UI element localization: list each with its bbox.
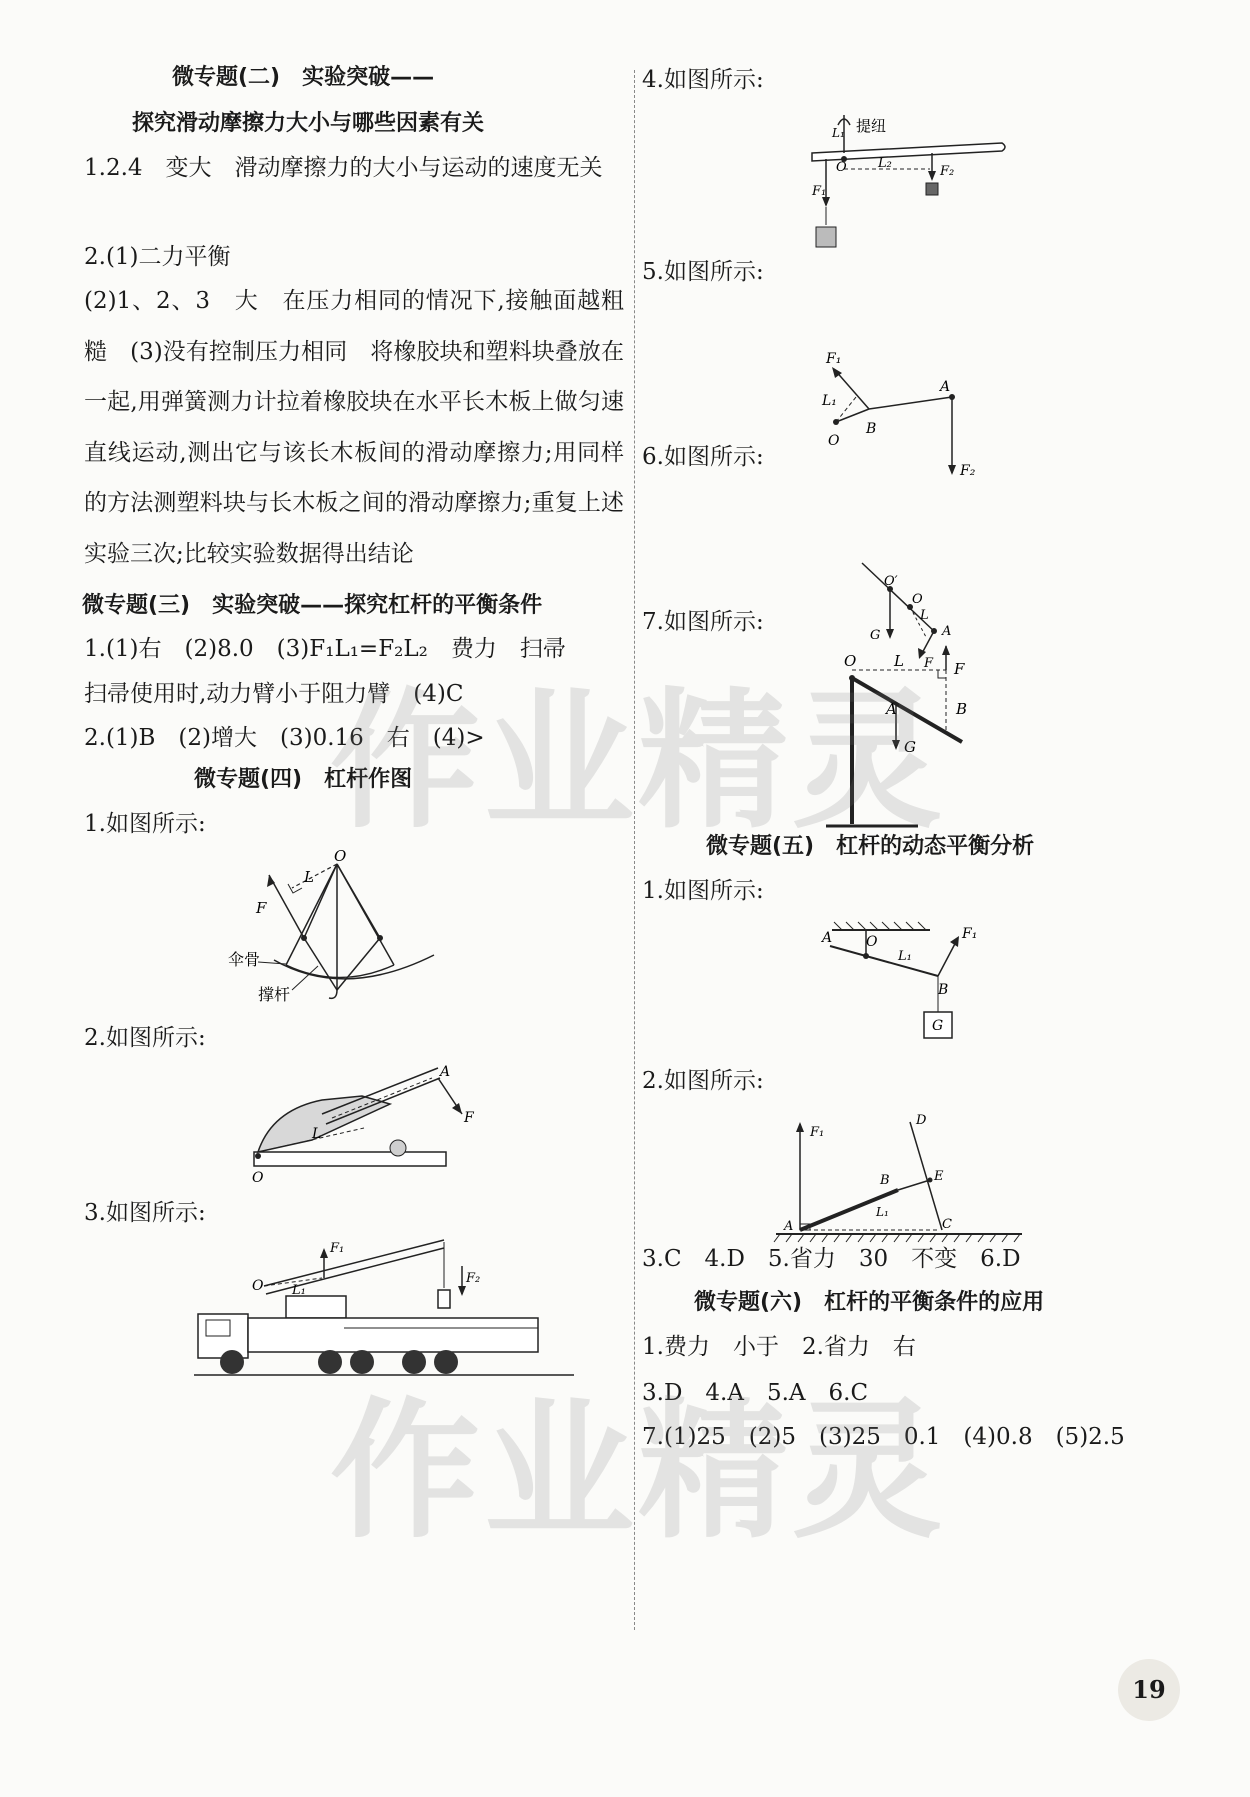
fig9-label-f1: F₁	[810, 1125, 825, 1140]
fig7-label-f: F	[954, 660, 965, 678]
answer-3-1a: 1.(1)右 (2)8.0 (3)F₁L₁=F₂L₂ 费力 扫帚	[84, 636, 566, 662]
fig5-label-l1: L₁	[822, 393, 837, 409]
answer-5-3: 3.C 4.D 5.省力 30 不变 6.D	[642, 1246, 1021, 1272]
figure-lever-5	[822, 345, 1002, 489]
fig6-label-f: F	[924, 656, 934, 671]
answer-4-2: 2.如图所示:	[84, 1025, 206, 1051]
figure-lever-arm	[252, 1064, 492, 1194]
fig4-label-tizu: 提纽	[856, 117, 887, 135]
fig1-label-sangu: 伞骨	[228, 950, 261, 969]
fig2-label-o: O	[252, 1170, 264, 1186]
answer-3-2: 2.(1)B (2)增大 (3)0.16 右 (4)>	[84, 725, 485, 751]
fig5-label-o: O	[828, 433, 840, 449]
answer-6-1: 1.费力 小于 2.省力 右	[642, 1334, 916, 1360]
answer-5-1: 1.如图所示:	[642, 878, 764, 904]
answer-4-5: 5.如图所示:	[642, 259, 764, 285]
fig9-label-d: D	[916, 1113, 927, 1128]
fig1-label-o: O	[334, 847, 347, 865]
section-title-2a: 微专题(二) 实验突破——	[172, 65, 435, 90]
fig4-label-f1: F₁	[812, 184, 827, 199]
fig9-label-b: B	[880, 1173, 890, 1188]
fig4-label-l1: L₁	[832, 126, 845, 140]
page-number: 19	[1118, 1659, 1180, 1721]
fig6-label-l: L	[920, 608, 929, 623]
fig2-label-a: A	[440, 1064, 451, 1080]
section-title-2b: 探究滑动摩擦力大小与哪些因素有关	[132, 111, 485, 136]
fig5-label-f1: F₁	[826, 351, 842, 367]
fig8-label-f1: F₁	[962, 926, 978, 942]
fig8-label-b: B	[938, 982, 949, 998]
fig4-label-o: O	[836, 160, 847, 175]
fig3-label-f2: F₂	[466, 1271, 481, 1286]
section-title-6: 微专题(六) 杠杆的平衡条件的应用	[694, 1290, 1045, 1315]
section-title-3: 微专题(三) 实验突破——探究杠杆的平衡条件	[82, 593, 543, 618]
fig7-label-l: L	[894, 652, 904, 670]
fig4-label-l2: L₂	[878, 156, 892, 171]
fig1-label-f: F	[256, 899, 267, 917]
answer-2-2b: (2)1、2、3 大 在压力相同的情况下,接触面越粗糙 (3)没有控制压力相同 将橡胶块和塑料块叠放在一起,用弹簧测力计拉着橡胶块在水平长木板上做匀速直线运动,测出它与该长木板间的滑动摩擦力;用同样的方法测塑料块与长木板之间的滑动摩擦力;重复上述实验三次;比较实验数据得出结论	[84, 288, 624, 567]
fig6-label-g: G	[870, 628, 881, 643]
figure-steelyard	[812, 115, 1012, 279]
fig5-label-b: B	[866, 421, 877, 437]
fig9-label-e: E	[934, 1169, 944, 1184]
fig9-label-l1: L₁	[876, 1205, 889, 1219]
fig5-label-a: A	[940, 379, 951, 395]
fig9-label-c: C	[942, 1217, 952, 1232]
figure-umbrella	[228, 847, 534, 1034]
fig2-label-l: L	[312, 1126, 322, 1142]
fig6-label-a: A	[942, 624, 952, 639]
figure-lever-8	[822, 912, 1002, 1041]
fig8-label-a: A	[822, 930, 833, 946]
answer-4-3: 3.如图所示:	[84, 1200, 206, 1226]
answer-6-3: 3.D 4.A 5.A 6.C	[642, 1380, 869, 1406]
fig2-label-f: F	[464, 1110, 474, 1126]
fig1-label-chenggan: 撑杆	[258, 985, 291, 1004]
fig7-label-g: G	[904, 738, 916, 756]
fig8-label-l1: L₁	[898, 949, 912, 964]
answer-5-2: 2.如图所示:	[642, 1068, 764, 1094]
watermark-2	[330, 1350, 946, 1566]
fig7-label-b: B	[956, 700, 968, 718]
fig3-label-f1: F₁	[330, 1241, 345, 1256]
fig4-label-f2: F₂	[940, 164, 955, 179]
fig7-label-o: O	[844, 652, 857, 670]
fig1-label-l: L	[304, 868, 314, 886]
fig8-label-g: G	[932, 1018, 944, 1034]
answer-4-7: 7.如图所示:	[642, 609, 764, 635]
answer-6-7: 7.(1)25 (2)5 (3)25 0.1 (4)0.8 (5)2.5	[642, 1424, 1125, 1450]
fig5-label-f2: F₂	[960, 463, 976, 479]
answer-4-6: 6.如图所示:	[642, 444, 764, 470]
fig6-label-o2: O′	[884, 574, 898, 589]
answer-2-1: 1.2.4 变大 滑动摩擦力的大小与运动的速度无关	[84, 155, 603, 181]
fig8-label-o: O	[866, 934, 878, 950]
section-title-4: 微专题(四) 杠杆作图	[194, 767, 413, 792]
fig7-label-a: A	[886, 700, 897, 718]
fig6-label-o: O	[912, 592, 923, 607]
fig3-label-o: O	[252, 1278, 264, 1294]
watermark-1	[330, 640, 946, 856]
answer-2-2a: 2.(1)二力平衡	[84, 244, 231, 270]
answer-3-1b: 扫帚使用时,动力臂小于阻力臂 (4)C	[84, 681, 464, 707]
fig3-label-l1: L₁	[292, 1283, 306, 1298]
fig9-label-a: A	[784, 1219, 794, 1234]
answer-4-1: 1.如图所示:	[84, 811, 206, 837]
section-title-5: 微专题(五) 杠杆的动态平衡分析	[706, 834, 1035, 859]
answer-4-4: 4.如图所示:	[642, 67, 764, 93]
